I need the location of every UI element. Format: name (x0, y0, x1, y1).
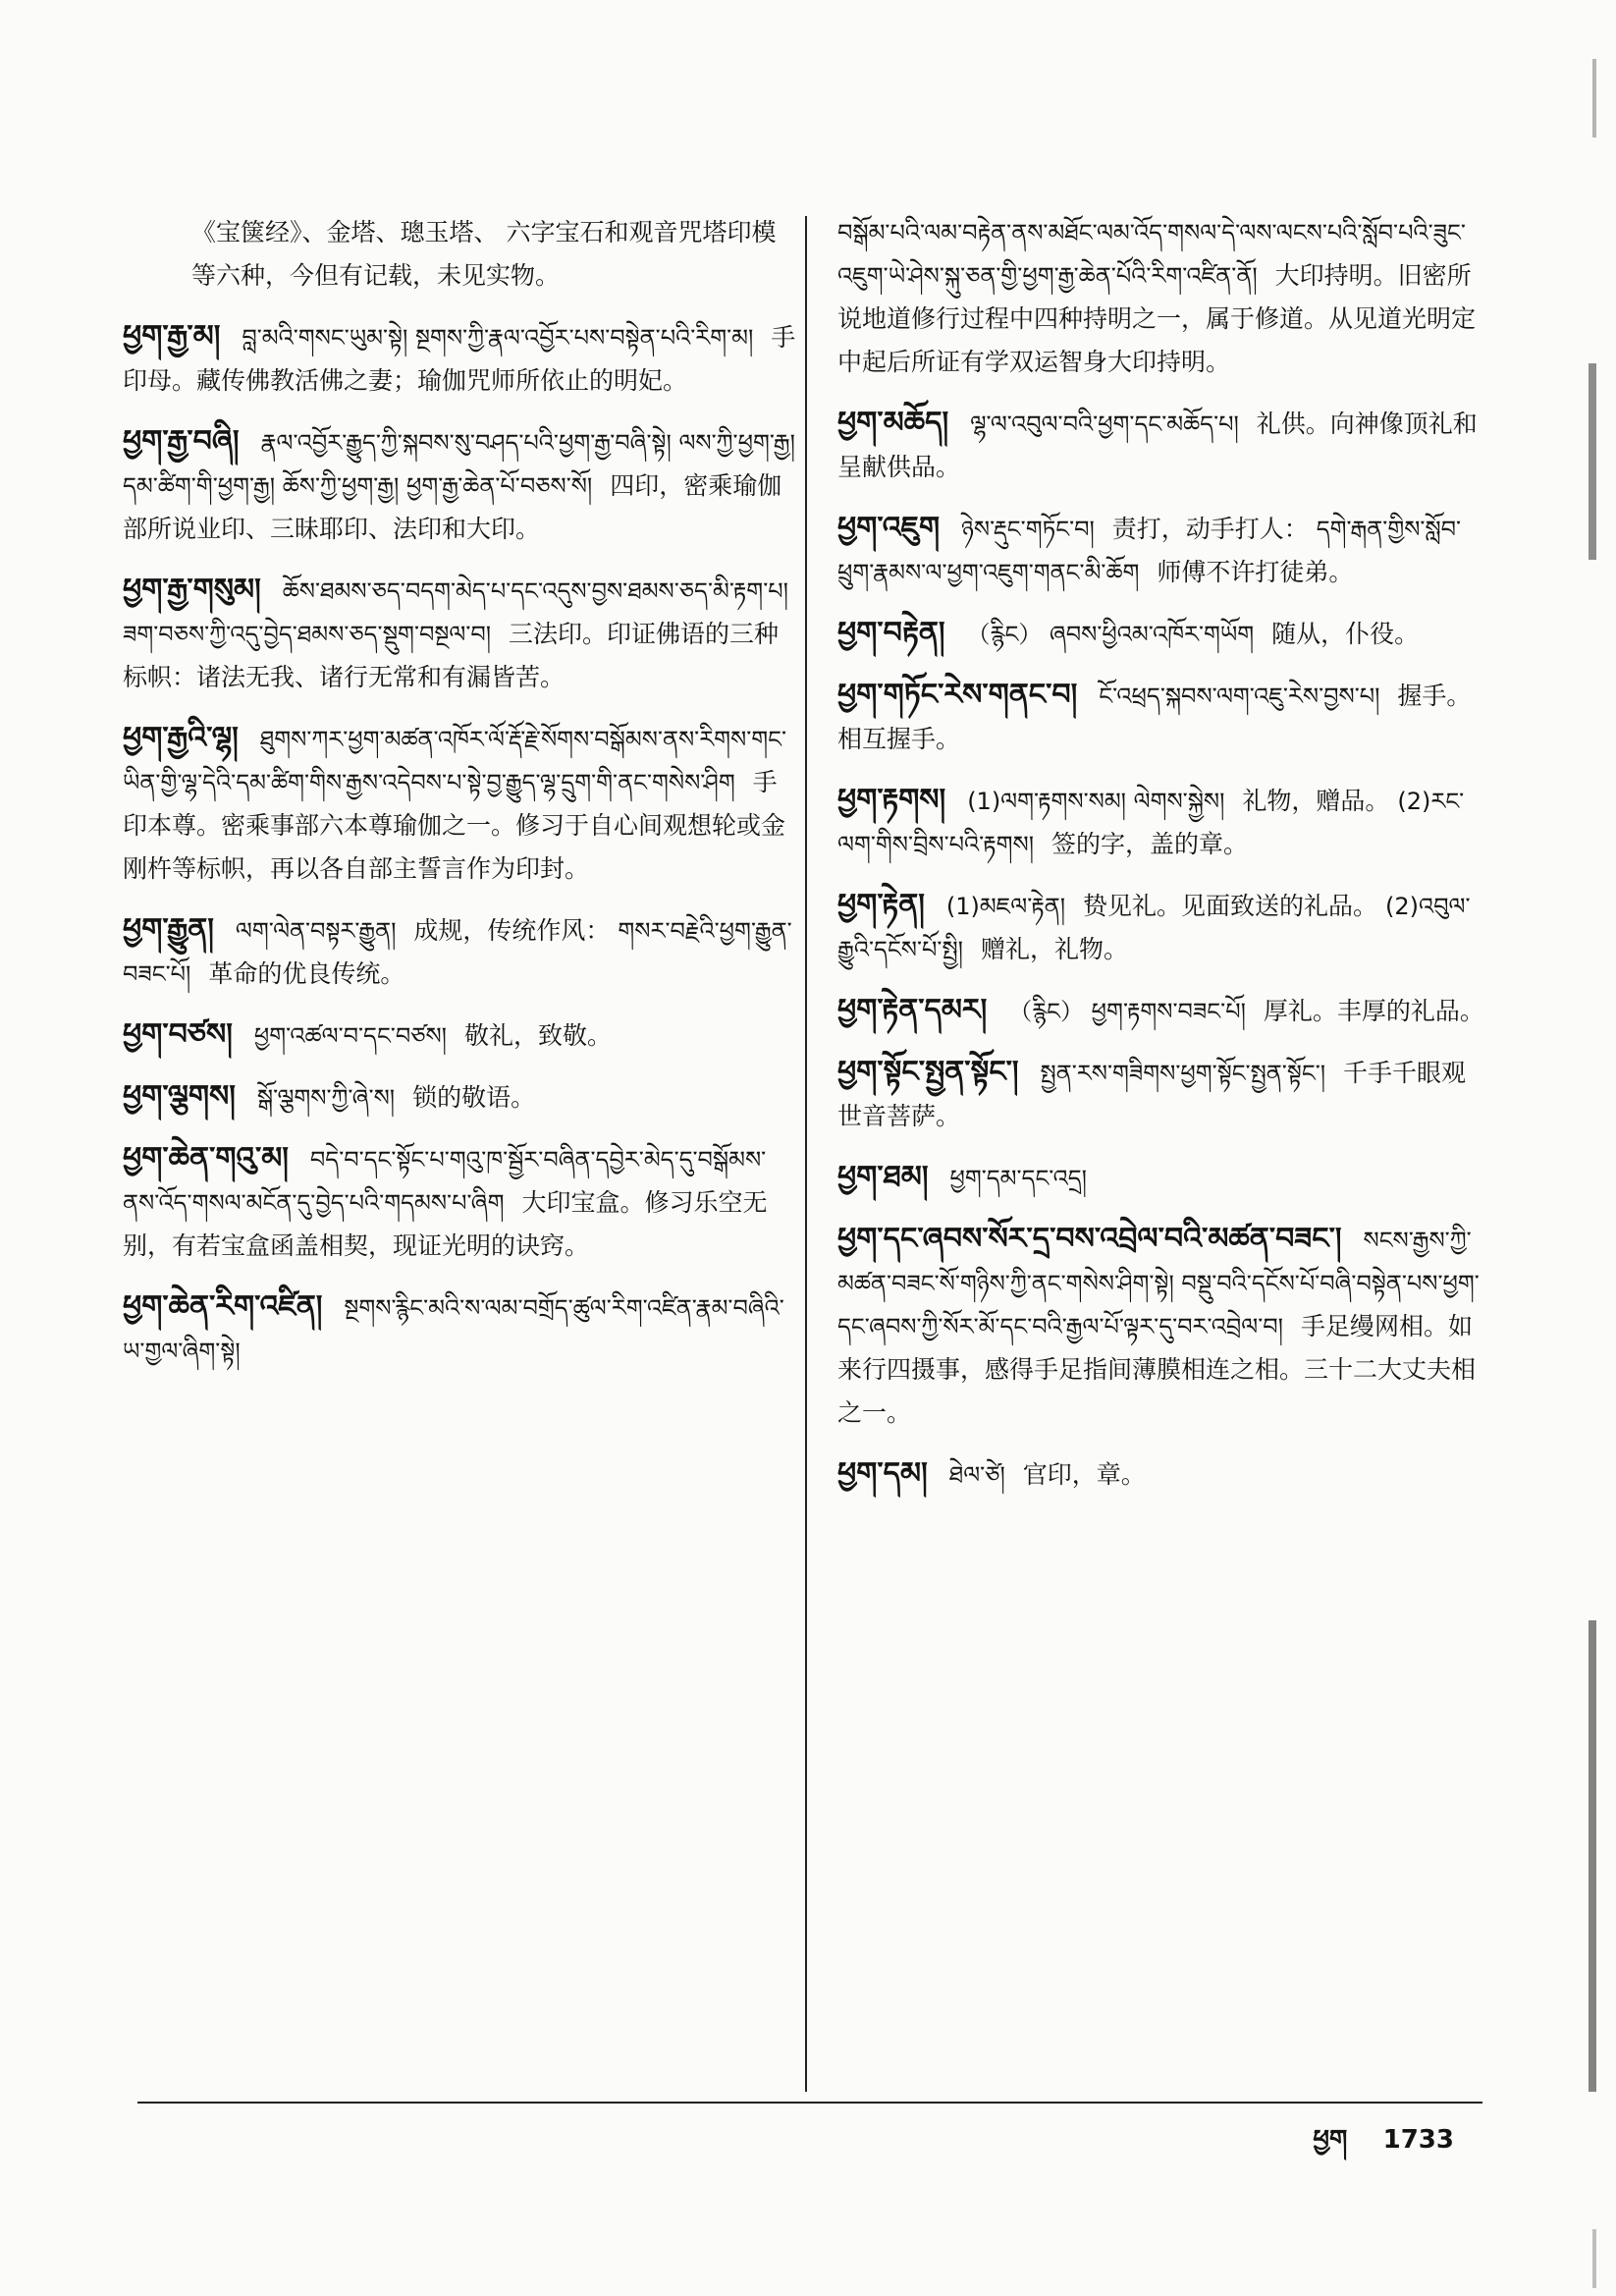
chinese-definition: 成规，传统作风： (413, 916, 611, 945)
chinese-definition: 随从，仆役。 (1271, 620, 1420, 648)
tibetan-definition: སྒོ་ལྕགས་ཀྱི་ཞེ་ས། (256, 1084, 396, 1112)
page-footer (1285, 2111, 1454, 2183)
chinese-definition: 敬礼，致敬。 (463, 1021, 612, 1050)
tibetan-definition: ལག་ལེན་བསྟར་རྒྱུན། (235, 917, 397, 945)
tibetan-definition: ཕྱག་འཚལ་བ་དང་བཙས། (253, 1022, 448, 1050)
headword: ཕྱག་སྟོང་སྤྱན་སྟོང་། (837, 1055, 1019, 1089)
headword: ཕྱག་རྒྱུན། (123, 912, 214, 947)
tibetan-definition: ཉེས་རྡུང་གཏོང་བ། (961, 516, 1095, 543)
headword: ཕྱག་དམ། (837, 1456, 928, 1491)
dictionary-entry (837, 402, 1490, 489)
headword: ཕྱག་དང་ཞབས་སོར་དྲ་བས་འབྲེལ་བའི་མཚན་བཟང་། (837, 1222, 1342, 1256)
chinese-definition: 三法印。印证佛语的三种标帜：诸法无我、诸行无常和有漏皆苦。 (123, 620, 780, 691)
scan-edge-mark (1592, 2229, 1596, 2288)
tibetan-definition: (1)མཇལ་རྟེན། (945, 893, 1066, 920)
tibetan-definition: སྤྱན་རས་གཟིགས་ཕྱག་སྟོང་སྤྱན་སྟོང་། (1040, 1060, 1326, 1087)
chinese-definition: 千手千眼观世音菩萨。 (837, 1059, 1467, 1130)
tibetan-definition: བླ་མའི་གསང་ཡུམ་སྟེ། སྔགས་ཀྱི་རྣལ་འབྱོར་པས་བསྟེན་པའི་རིག་མ། (242, 324, 754, 352)
chinese-definition: 官印，章。 (1022, 1460, 1146, 1489)
chinese-definition: 手印本尊。密乘事部六本尊瑜伽之一。修习于自心间观想轮或金刚杵等标帜，再以各自部主誓言作为印封。 (123, 768, 786, 883)
tibetan-definition: （རྙིང） ཕྱག་རྟགས་བཟང་པོ། (1008, 998, 1246, 1025)
dictionary-entry (123, 569, 800, 699)
dictionary-entry (837, 1051, 1490, 1138)
headword: ཕྱག་རྒྱ་གསུམ། (123, 573, 261, 607)
tibetan-definition: སྔགས་རྙིང་མའི་ས་ལམ་བགྲོད་ཚུལ་རིག་འཛིན་རྣམ་བཞིའི་ཡ་གྱལ་ཞིག་སྟེ། (123, 1294, 784, 1365)
tibetan-definition: བདེ་བ་དང་སྟོང་པ་གའུ་ཁ་སྦྱོར་བཞིན་དབྱེར་མེད་དུ་བསྒོམས་ནས་འོད་གསལ་མངོན་དུ་བྱེད་པའི་གདམས་པ་ཞིག (123, 1146, 767, 1217)
tibetan-definition: (1)ལག་རྟགས་སམ། ལེགས་སྐྱེས། (967, 788, 1225, 815)
scan-edge-mark (1592, 59, 1596, 137)
tibetan-definition: ཕྱག་དམ་དང་འདྲ། (949, 1165, 1087, 1192)
dictionary-entry (837, 674, 1490, 761)
intro-paragraph: 《宝箧经》、金塔、璁玉塔、 六字宝石和观音咒塔印模等六种，今但有记载，未见实物。 (191, 218, 777, 290)
dictionary-entry (123, 1285, 800, 1373)
headword: ཕྱག་ཐམ། (837, 1160, 929, 1194)
running-head: ཕྱག (1313, 2125, 1348, 2155)
chinese-definition: 礼物，赠品。 (1242, 787, 1390, 815)
headword: ཕྱག་རྒྱ་མ། (123, 319, 221, 354)
headword: ཕྱག་གཏོང་རེས་གནང་བ། (837, 678, 1078, 712)
chinese-definition: 贽见礼。见面致送的礼品。 (1083, 892, 1378, 920)
headword: ཕྱག་འཇུག (837, 511, 941, 545)
tibetan-example: (2)འབུལ་རྒྱུའི་དངོས་པོ་སྤྱི། (837, 893, 1471, 963)
scan-edge-mark (1589, 1620, 1596, 2092)
dictionary-entry (123, 908, 800, 996)
tibetan-example: གསར་བརྗེའི་ཕྱག་རྒྱུན་བཟང་པོ། (123, 917, 792, 988)
headword: ཕྱག་རྟེན། (837, 888, 925, 922)
tibetan-definition: （རྙིང） ཞབས་ཕྱིའམ་འཁོར་གཡོག (966, 621, 1255, 648)
headword: ཕྱག་ལྕགས། (123, 1079, 236, 1114)
headword: ཕྱག་མཆོད། (837, 406, 949, 440)
dictionary-entry (123, 1075, 800, 1120)
dictionary-entry (837, 612, 1490, 656)
dictionary-entry (837, 779, 1490, 866)
tibetan-definition: ཐེལ་ཙེ། (948, 1461, 1005, 1489)
tibetan-definition: ངོ་འཕྲད་སྐབས་ལག་འཇུ་རེས་བྱས་པ། (1099, 683, 1380, 710)
dictionary-entry (837, 989, 1490, 1033)
chinese-definition: 四印，密乘瑜伽部所说业印、三昧耶印、法印和大印。 (123, 471, 782, 543)
chinese-definition: 手印母。藏传佛教活佛之妻；瑜伽咒师所依止的明妃。 (123, 323, 796, 395)
chinese-definition: 握手。相互握手。 (837, 682, 1472, 753)
dictionary-entry (123, 717, 800, 891)
tibetan-definition: ལྷ་ལ་འབུལ་བའི་ཕྱག་དང་མཆོད་པ། (970, 410, 1239, 438)
dictionary-entry (837, 1452, 1490, 1497)
headword: ཕྱག་རྟགས། (837, 783, 946, 817)
dictionary-entry (123, 315, 800, 403)
page-number: 1733 (1382, 2125, 1454, 2155)
continued-entry (837, 211, 1490, 384)
chinese-example: 赠礼，礼物。 (980, 935, 1128, 963)
right-column (837, 211, 1490, 1514)
headword: ཕྱག་བརྟེན། (837, 616, 945, 650)
tibetan-definition: སངས་རྒྱས་ཀྱི་མཚན་བཟང་སོ་གཉིས་ཀྱི་ནང་གསེས་ཤིག་སྟེ། བསྡུ་བའི་དངོས་པོ་བཞི་བསྟེན་པས་ཕྱག་དང་ཞབས་ཀྱི་སོར་མོ་དང་བའི་རྒྱལ་པོ་ལྟར་དུ་བར་འབྲེལ་བ། (837, 1227, 1480, 1340)
headword: ཕྱག་བཙས། (123, 1017, 233, 1052)
tibetan-definition: ཆོས་ཐམས་ཅད་བདག་མེད་པ་དང་འདུས་བྱས་ཐམས་ཅད་མི་རྟག་པ། ཟག་བཅས་ཀྱི་འདུ་བྱེད་ཐམས་ཅད་སྡུག་བསྔལ་བ། (123, 577, 788, 648)
tibetan-example: (2)རང་ལག་གིས་བྲིས་པའི་རྟགས། (837, 788, 1465, 858)
dictionary-entry (837, 507, 1490, 594)
chinese-definition: 大印宝盒。修习乐空无别，有若宝盒函盖相契，现证光明的诀窍。 (123, 1188, 768, 1260)
left-column (123, 211, 800, 1391)
chinese-definition: 厚礼。丰厚的礼品。 (1263, 997, 1484, 1025)
chinese-definition: 大印持明。旧密所说地道修行过程中四种持明之一，属于修道。从见道光明定中起后所证有学双运智身大印持明。 (837, 261, 1477, 376)
headword: ཕྱག་ཆེན་རིག་འཛིན། (123, 1289, 323, 1324)
chinese-definition: 责打，动手打人： (1111, 515, 1309, 543)
chinese-definition: 锁的敬语。 (412, 1083, 536, 1112)
dictionary-entry (837, 1156, 1490, 1200)
chinese-example: 签的字，盖的章。 (1051, 830, 1249, 858)
headword: ཕྱག་ཆེན་གའུ་མ། (123, 1141, 289, 1175)
headword: ཕྱག་རྒྱའི་ལྷ། (123, 721, 239, 755)
dictionary-entry (123, 1137, 800, 1268)
dictionary-entry (123, 420, 800, 551)
footer-rule (137, 2102, 1482, 2104)
dictionary-entry (123, 1013, 800, 1058)
dictionary-entry (837, 1218, 1490, 1435)
scan-edge-mark (1589, 363, 1596, 560)
column-divider (805, 216, 807, 2092)
headword: ཕྱག་རྟེན་དམར། (837, 993, 988, 1027)
tibetan-definition: ཐུགས་ཀར་ཕྱག་མཚན་འཁོར་ལོ་རྡོ་རྗེ་སོགས་བསྒོམས་ནས་རིགས་གང་ཡིན་གྱི་ལྷ་དེའི་དམ་ཚིག་གིས་རྒྱས་འདེབས་པ་སྟེ་བྱ་རྒྱུད་ལྷ་དྲུག་གི་ནང་གསེས་ཤིག (123, 726, 787, 796)
headword: ཕྱག་རྒྱ་བཞི། (123, 424, 240, 459)
tibetan-definition: བསྒོམ་པའི་ལམ་བརྟེན་ནས་མཐོང་ལམ་འོད་གསལ་དེ་ལས་ལངས་པའི་སློབ་པའི་ཟུང་འཇུག་ཡེ་ཤེས་སྐུ་ཅན་གྱི་ཕྱག་རྒྱ་ཆེན་པོའི་རིག་འཛིན་ནོ། (837, 219, 1466, 290)
chinese-example: 革命的优良传统。 (208, 959, 405, 988)
tibetan-example: དགེ་རྒན་གྱིས་སློབ་ཕྲུག་རྣམས་ལ་ཕྱག་འཇུག་གནང་མི་ཆོག (837, 516, 1462, 586)
chinese-example: 师傅不许打徒弟。 (1157, 558, 1354, 586)
dictionary-entry (837, 884, 1490, 971)
chinese-definition: 手足缦网相。如来行四摄事，感得手足指间薄膜相连之相。三十二大丈夫相之一。 (837, 1312, 1477, 1427)
tibetan-definition: རྣལ་འབྱོར་རྒྱུད་ཀྱི་སྐབས་སུ་བཤད་པའི་ཕྱག་རྒྱ་བཞི་སྟེ། ལས་ཀྱི་ཕྱག་རྒྱ། དམ་ཚིག་གི་ཕྱག་རྒྱ། ཆོས་ཀྱི་ཕྱག་རྒྱ། ཕྱག་རྒྱ་ཆེན་པོ་བཅས་སོ། (123, 429, 795, 500)
chinese-definition: 礼供。向神像顶礼和呈献供品。 (837, 410, 1478, 481)
